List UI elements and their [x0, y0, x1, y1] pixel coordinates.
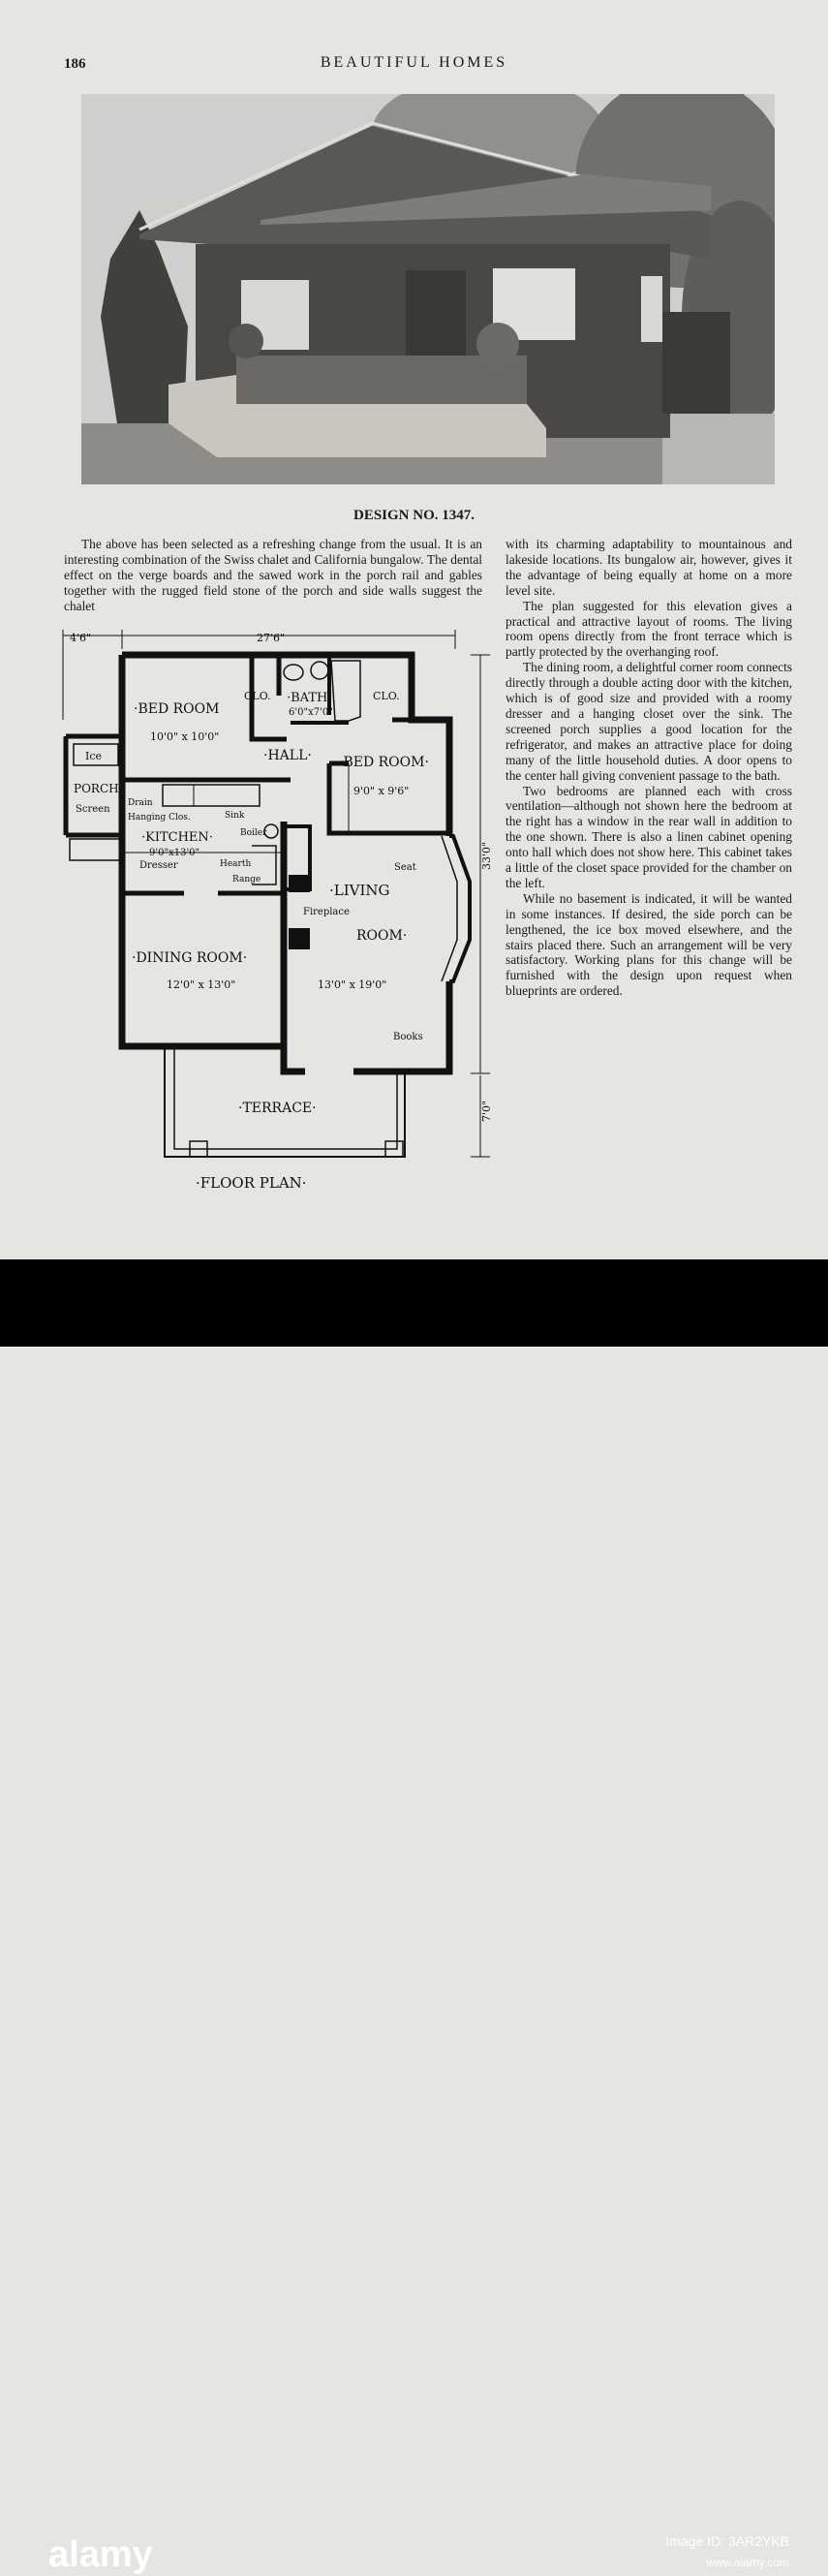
dining-label: ·DINING ROOM· [132, 950, 248, 966]
screen-label: Screen [76, 804, 110, 815]
living-size: 13'0" x 19'0" [318, 978, 387, 991]
fireplace-label: Fireplace [303, 907, 350, 917]
stock-info [665, 2530, 789, 2573]
paragraph: Two bedrooms are planned each with cross ventilation—although not shown here the bedroom at the right has a window in the rear wall in addition to the one shown. There is also a linen cabinet opening onto hall which does not show here. This cabinet takes a little of the closet space provided for the chamber on the left. [506, 783, 792, 890]
ice-label: Ice [85, 750, 103, 762]
page-number: 186 [64, 56, 86, 72]
books-label: Books [393, 1032, 423, 1042]
hearth-label: Hearth [220, 859, 252, 869]
floor-plan-title: ·FLOOR PLAN· [196, 1174, 307, 1192]
seat-label: Seat [394, 862, 416, 873]
design-caption: DESIGN NO. 1347. [353, 508, 475, 523]
watermark-bar [0, 1259, 828, 2575]
image-id: Image ID: 3AR2YKB [665, 2533, 789, 2549]
bed-left-size: 10'0" x 10'0" [150, 730, 220, 743]
dim-width-left: 4'6" [70, 632, 92, 644]
sink-label: Sink [225, 811, 245, 821]
room-label: ROOM· [356, 928, 408, 944]
living-label: ·LIVING [329, 882, 390, 899]
paragraph: The dining room, a delightful corner room connects directly through a double acting door with the kitchen, which is of good size and provided with a roomy dresser and a hanging closet over the sink. The screened porch supplies a good location for the refrigerator, and makes an attractive place for doing many of the little household duties. A door opens to the center hall giving convenient passage to the bath. [506, 660, 792, 783]
dining-size: 12'0" x 13'0" [167, 978, 236, 991]
dim-depth: 33'0" [480, 841, 493, 870]
paragraph: with its charming adaptability to mountainous and lakeside locations. Its bungalow air, however, gives it the advantage of being equally at home on a more level site. [506, 537, 792, 598]
porch-label: PORCH [74, 782, 119, 795]
dim-terrace: 7'0" [480, 1100, 493, 1122]
alamy-logo: alamy [48, 2534, 153, 2575]
hall-label: ·HALL· [263, 748, 312, 763]
stock-url: www.alamy.com [706, 2556, 789, 2569]
body-text-right [506, 537, 792, 999]
boiler-label: Boiler [240, 828, 267, 838]
paragraph: The above has been selected as a refreshing change from the usual. It is an interesting combination of the Swiss chalet and California bungalow. The dental effect on the verge boards and the sawed work in the porch rail and gables together with the rugged field stone of the porch and side walls suggest the chalet [64, 537, 482, 613]
terrace-label: ·TERRACE· [238, 1101, 317, 1116]
closet-label: CLO. [244, 690, 271, 702]
range-label: Range [232, 875, 261, 885]
floor-plan [58, 628, 494, 1194]
bath-label: ·BATH· [287, 691, 332, 705]
dim-width-main: 27'6" [257, 632, 286, 644]
dresser-label: Dresser [139, 860, 178, 871]
bed-left-label: ·BED ROOM [134, 701, 220, 717]
kitchen-size: 9'0"x13'0" [149, 848, 200, 858]
kitchen-label: ·KITCHEN· [141, 830, 213, 845]
bed-right-label: ·BED ROOM· [339, 755, 429, 770]
paragraph: The plan suggested for this elevation gives a practical and attractive layout of rooms. The living room opens directly from the front terrace which is partly protected by the overhanging roof. [506, 598, 792, 660]
body-text-left [64, 537, 482, 614]
drain-label: Drain [128, 798, 153, 808]
magazine-page [0, 0, 828, 1259]
bed-right-size: 9'0" x 9'6" [353, 785, 410, 797]
hanging-closet-label: Hanging Clos. [128, 813, 191, 822]
paragraph: While no basement is indicated, it will be wanted in some instances. If desired, the side porch can be lengthened, the ice box moved elsewhere, and the stairs placed there. Such an arrangement will be very satisfactory. Working plans for this change will be furnished with the design upon request when blueprints are ordered. [506, 890, 792, 999]
running-title: BEAUTIFUL HOMES [320, 54, 508, 71]
bath-size: 6'0"x7'0" [289, 707, 333, 718]
closet-label: CLO. [373, 690, 400, 702]
bungalow-photo [81, 94, 775, 484]
